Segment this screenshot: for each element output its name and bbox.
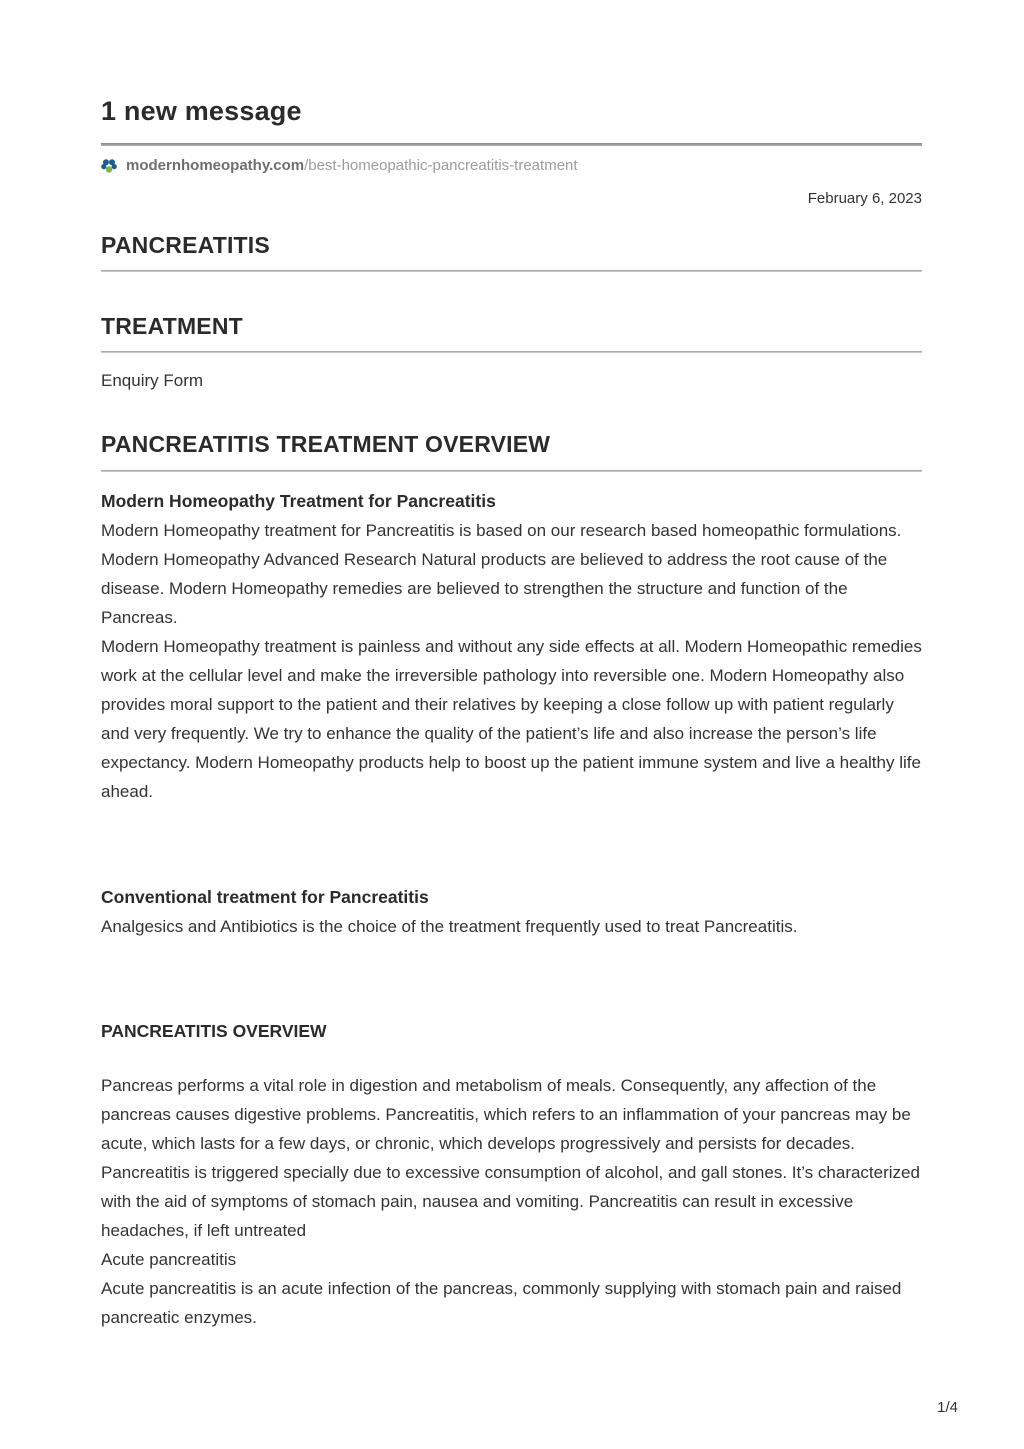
source-path: /best-homeopathic-pancreatitis-treatment (304, 156, 578, 174)
subheading-conventional-treatment: Conventional treatment for Pancreatitis (101, 886, 429, 907)
paragraph-overview-main: Pancreas performs a vital role in digestion and metabolism of meals. Consequently, any affection of the pancreas causes digestive problems. Pancreatitis, which refers to an inflammation of your pancreas may be acute, which lasts for a few days, or chronic, which develops progressively and persists for decades. Pancreatitis is triggered specially due to excessive consumption of alcohol, and gall stones. It’s characterized with the aid of symptoms of stomach pain, nausea and vomiting. Pancreatitis can result in excessive headaches, if left untreated (101, 1075, 920, 1240)
paragraph-acute-pancreatitis: Acute pancreatitis is an acute infection of the pancreas, commonly supplying with stomach pain and raised pancreatic enzymes. (101, 1278, 902, 1327)
heading-pancreatitis: PANCREATITIS (101, 231, 270, 258)
site-favicon-icon (101, 158, 117, 174)
subheading-pancreatitis-overview: PANCREATITIS OVERVIEW (101, 1020, 327, 1041)
paragraph-modern-treatment-1: Modern Homeopathy treatment for Pancreatitis is based on our research based homeopathic formulations. Modern Homeopathy Advanced Research Natural products are believed to address the root cause of the disease. Modern Homeopathy remedies are believed to strengthen the structure and function of the Pancreas. (101, 520, 902, 627)
paragraph-conventional-treatment: Analgesics and Antibiotics is the choice of the treatment frequently used to treat Pancreatitis. (101, 916, 798, 936)
enquiry-form-label: Enquiry Form (101, 371, 204, 391)
line-acute-pancreatitis: Acute pancreatitis (101, 1249, 237, 1269)
subheading-modern-treatment: Modern Homeopathy Treatment for Pancreatitis (101, 490, 496, 511)
message-date: February 6, 2023 (807, 189, 922, 207)
page-number: 1/4 (937, 1399, 958, 1416)
heading-treatment: TREATMENT (101, 312, 243, 339)
source-domain: modernhomeopathy.com (126, 156, 305, 174)
page-title: 1 new message (101, 96, 302, 126)
source-link[interactable] (101, 157, 922, 175)
section-divider-2 (101, 351, 922, 353)
section-divider-1 (101, 270, 922, 272)
section-divider-3 (101, 470, 922, 472)
paragraph-modern-treatment-2: Modern Homeopathy treatment is painless and without any side effects at all. Modern Homeopathic remedies work at the cellular level and make the irreversible pathology into reversible one. Modern Homeopathy also provides moral support to the patient and their relatives by keeping a close follow up with patient regularly and very frequently. We try to enhance the quality of the patient’s life and also increase the person’s life expectancy. Modern Homeopathy products help to boost up the patient immune system and live a healthy life ahead. (101, 636, 922, 801)
heading-treatment-overview: PANCREATITIS TREATMENT OVERVIEW (101, 431, 551, 458)
header-divider (101, 143, 922, 146)
